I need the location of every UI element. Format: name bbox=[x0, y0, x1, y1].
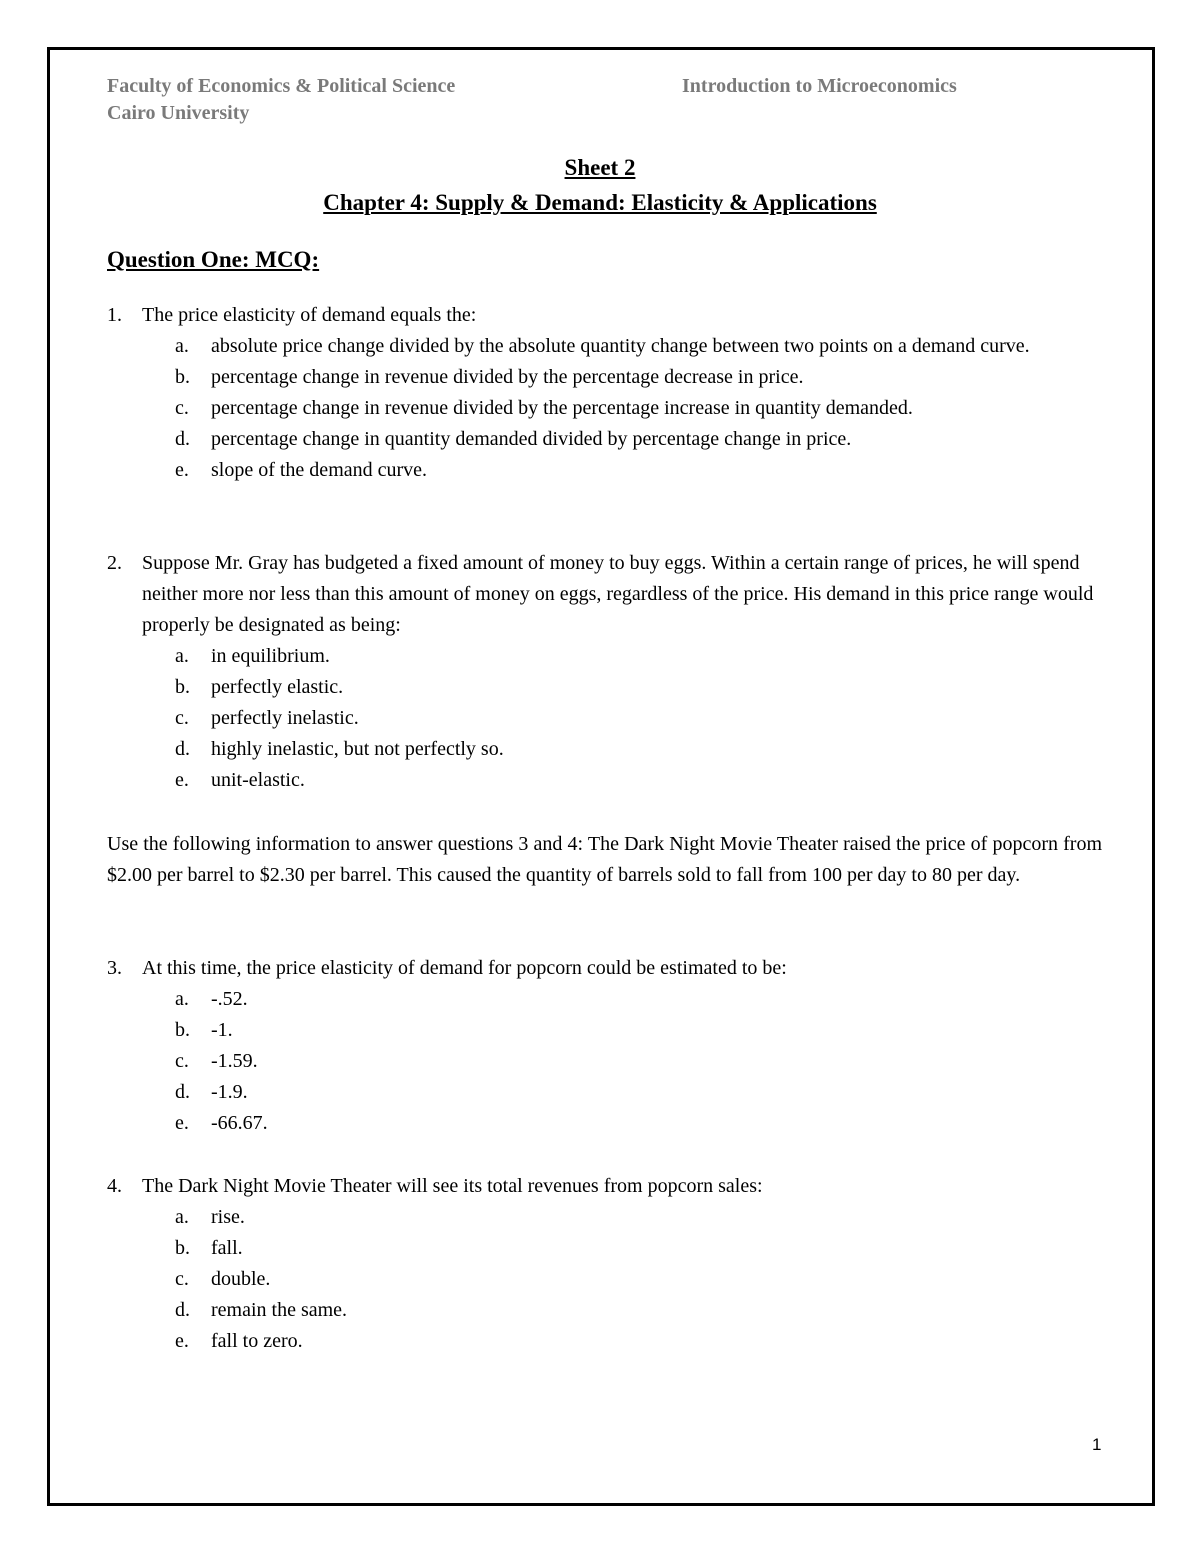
question-3 bbox=[107, 953, 1102, 1139]
course-name: Introduction to Microeconomics bbox=[682, 75, 957, 97]
option-letter: d. bbox=[175, 428, 190, 450]
option bbox=[175, 393, 1102, 424]
option-letter: a. bbox=[175, 988, 189, 1010]
sheet-title-text: Sheet 2 bbox=[564, 155, 636, 180]
option bbox=[175, 1015, 1102, 1046]
question-number: 2. bbox=[107, 552, 122, 574]
option-letter: e. bbox=[175, 1330, 189, 1352]
question-number: 1. bbox=[107, 304, 122, 326]
option-text: -1.59. bbox=[211, 1050, 258, 1072]
university-name: Cairo University bbox=[107, 102, 250, 124]
option-letter: c. bbox=[175, 1050, 189, 1072]
option-letter: d. bbox=[175, 1299, 190, 1321]
question-1 bbox=[107, 300, 1102, 486]
option bbox=[175, 1077, 1102, 1108]
option-text: slope of the demand curve. bbox=[211, 459, 428, 481]
chapter-title bbox=[0, 190, 1200, 216]
chapter-title-text: Chapter 4: Supply & Demand: Elasticity & Applications bbox=[323, 190, 877, 215]
option-text: perfectly inelastic. bbox=[211, 707, 359, 729]
option-text: -66.67. bbox=[211, 1112, 268, 1134]
option-text: -.52. bbox=[211, 988, 248, 1010]
option-text: remain the same. bbox=[211, 1299, 348, 1321]
option bbox=[175, 1046, 1102, 1077]
option-text: in equilibrium. bbox=[211, 645, 330, 667]
option-letter: b. bbox=[175, 366, 190, 388]
option-text: percentage change in quantity demanded divided by percentage change in price. bbox=[211, 428, 852, 450]
option-text: percentage change in revenue divided by the percentage increase in quantity demanded. bbox=[211, 397, 913, 419]
option-letter: c. bbox=[175, 397, 189, 419]
option bbox=[175, 1202, 1102, 1233]
option-text: perfectly elastic. bbox=[211, 676, 344, 698]
option-text: double. bbox=[211, 1268, 271, 1290]
question-stem: At this time, the price elasticity of demand for popcorn could be estimated to be: bbox=[142, 957, 787, 979]
option-letter: a. bbox=[175, 645, 189, 667]
option-text: unit-elastic. bbox=[211, 769, 305, 791]
question-2 bbox=[107, 548, 1102, 796]
option-letter: a. bbox=[175, 335, 189, 357]
option bbox=[175, 703, 1102, 734]
option-text: fall. bbox=[211, 1237, 243, 1259]
header-left bbox=[107, 73, 455, 127]
question-number: 4. bbox=[107, 1175, 122, 1197]
option-letter: b. bbox=[175, 1019, 190, 1041]
option bbox=[175, 455, 1102, 486]
option-letter: b. bbox=[175, 1237, 190, 1259]
option-letter: b. bbox=[175, 676, 190, 698]
question-number: 3. bbox=[107, 957, 122, 979]
option-text: rise. bbox=[211, 1206, 245, 1228]
question-stem: The price elasticity of demand equals the: bbox=[142, 304, 477, 326]
option-text: -1.9. bbox=[211, 1081, 248, 1103]
option-text: highly inelastic, but not perfectly so. bbox=[211, 738, 504, 760]
option bbox=[175, 362, 1102, 393]
option-letter: c. bbox=[175, 707, 189, 729]
option-text: -1. bbox=[211, 1019, 233, 1041]
option-letter: e. bbox=[175, 459, 189, 481]
sheet-title bbox=[0, 155, 1200, 181]
option bbox=[175, 672, 1102, 703]
info-paragraph: Use the following information to answer questions 3 and 4: The Dark Night Movie Theater raised the price of popcorn from $2.00 per barrel to $2.30 per barrel. This caused the quantity of barrels sold to fall from 100 per day to 80 per day. bbox=[107, 833, 1102, 886]
question-stem: The Dark Night Movie Theater will see its total revenues from popcorn sales: bbox=[142, 1175, 763, 1197]
question-4 bbox=[107, 1171, 1102, 1357]
option-text: absolute price change divided by the absolute quantity change between two points on a demand curve. bbox=[211, 335, 1030, 357]
option bbox=[175, 984, 1102, 1015]
option bbox=[175, 641, 1102, 672]
option-text: fall to zero. bbox=[211, 1330, 303, 1352]
option bbox=[175, 1108, 1102, 1139]
option-letter: a. bbox=[175, 1206, 189, 1228]
question-stem: Suppose Mr. Gray has budgeted a fixed amount of money to buy eggs. Within a certain range of prices, he will spend neither more nor less than this amount of money on eggs, regardless of the price. His demand in this price range would properly be designated as being: bbox=[142, 552, 1094, 636]
option-letter: c. bbox=[175, 1268, 189, 1290]
option-letter: d. bbox=[175, 1081, 190, 1103]
option bbox=[175, 331, 1102, 362]
option-letter: e. bbox=[175, 1112, 189, 1134]
option bbox=[175, 1264, 1102, 1295]
faculty-name: Faculty of Economics & Political Science bbox=[107, 75, 456, 97]
section-title: Question One: MCQ: bbox=[107, 247, 320, 272]
option bbox=[175, 734, 1102, 765]
option bbox=[175, 424, 1102, 455]
option bbox=[175, 1295, 1102, 1326]
option-letter: d. bbox=[175, 738, 190, 760]
page-number: 1 bbox=[1092, 1435, 1102, 1454]
option bbox=[175, 765, 1102, 796]
option-letter: e. bbox=[175, 769, 189, 791]
option-text: percentage change in revenue divided by the percentage decrease in price. bbox=[211, 366, 804, 388]
option bbox=[175, 1233, 1102, 1264]
option bbox=[175, 1326, 1102, 1357]
